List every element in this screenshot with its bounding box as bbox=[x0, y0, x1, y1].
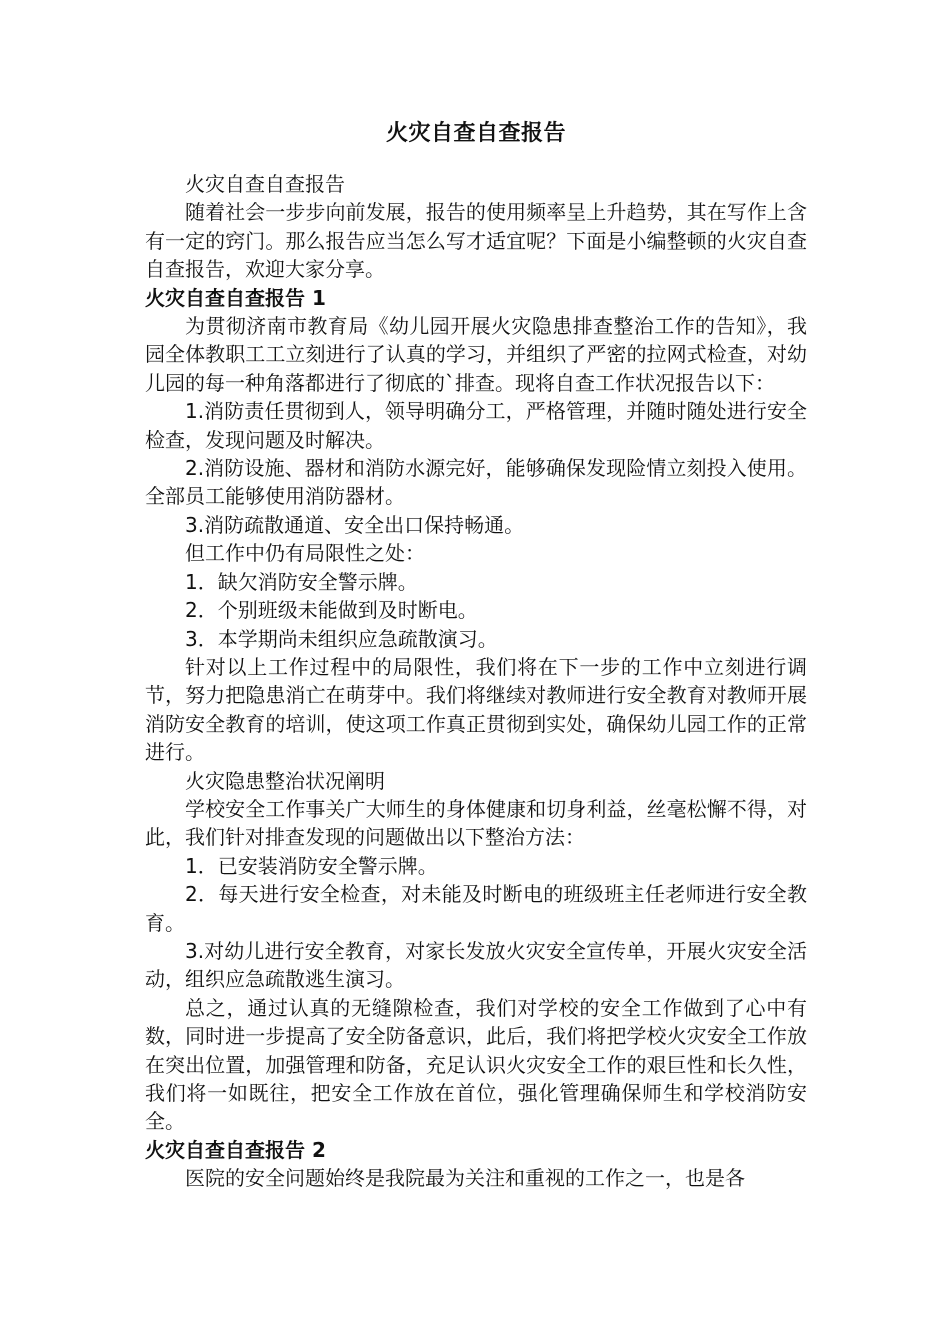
section-1-item: 1.消防责任贯彻到人，领导明确分工，严格管理，并随时随处进行安全检查，发现问题及时解决。 bbox=[145, 399, 807, 452]
document-page bbox=[145, 118, 807, 1193]
section-2-heading: 火灾自查自查报告 2 bbox=[145, 1137, 326, 1162]
section-1-subheading: 火灾隐患整治状况阐明 bbox=[185, 768, 385, 793]
intro-subtitle: 火灾自查自查报告 bbox=[185, 172, 345, 196]
section-1-paragraph: 针对以上工作过程中的局限性，我们将在下一步的工作中立刻进行调节，努力把隐患消亡在萌芽中。我们将继续对教师进行安全教育对教师开展消防安全教育的培训，使这项工作真正贯彻到实处，确保幼儿园工作的正常进行。 bbox=[145, 654, 807, 765]
section-1-item: 3.消防疏散通道、安全出口保持畅通。 bbox=[185, 512, 525, 537]
section-1-item: 1．已安装消防安全警示牌。 bbox=[185, 853, 438, 878]
section-1-item: 2.消防设施、器材和消防水源完好，能够确保发现险情立刻投入使用。全部员工能够使用消防器材。 bbox=[145, 456, 807, 509]
document-title: 火灾自查自查报告 bbox=[385, 121, 566, 146]
section-1-item: 2．个别班级未能做到及时断电。 bbox=[185, 598, 478, 623]
section-1-item: 2．每天进行安全检查，对未能及时断电的班级班主任老师进行安全教育。 bbox=[145, 882, 807, 935]
section-1-item: 3．本学期尚未组织应急疏散演习。 bbox=[185, 626, 498, 651]
section-1-paragraph: 总之，通过认真的无缝隙检查，我们对学校的安全工作做到了心中有数，同时进一步提高了安全防备意识，此后，我们将把学校火灾安全工作放在突出位置，加强管理和防备，充足认识火灾安全工作的艰巨性和长久性，我们将一如既往，把安全工作放在首位，强化管理确保师生和学校消防安全。 bbox=[145, 995, 807, 1134]
section-2-paragraph: 医院的安全问题始终是我院最为关注和重视的工作之一，也是各 bbox=[185, 1166, 745, 1191]
section-1-paragraph: 学校安全工作事关广大师生的身体健康和切身利益，丝毫松懈不得，对此，我们针对排查发现的问题做出以下整治方法： bbox=[145, 796, 807, 850]
section-1-paragraph: 为贯彻济南市教育局《幼儿园开展火灾隐患排查整治工作的告知》，我园全体教职工工立刻进行了认真的学习，并组织了严密的拉网式检查，对幼儿园的每一种角落都进行了彻底的`排查。现将自查工作状况报告以下： bbox=[145, 314, 807, 395]
section-1-item: 3.对幼儿进行安全教育，对家长发放火灾安全宣传单，开展火灾安全活动，组织应急疏散逃生演习。 bbox=[145, 938, 807, 992]
intro-paragraph: 随着社会一步步向前发展，报告的使用频率呈上升趋势，其在写作上含有一定的窍门。那么报告应当怎么写才适宜呢？下面是小编整顿的火灾自查自查报告，欢迎大家分享。 bbox=[145, 200, 807, 282]
section-1-item: 1．缺欠消防安全警示牌。 bbox=[185, 569, 418, 594]
section-1-paragraph: 但工作中仍有局限性之处： bbox=[185, 541, 425, 566]
section-1-heading: 火灾自查自查报告 1 bbox=[145, 285, 326, 310]
